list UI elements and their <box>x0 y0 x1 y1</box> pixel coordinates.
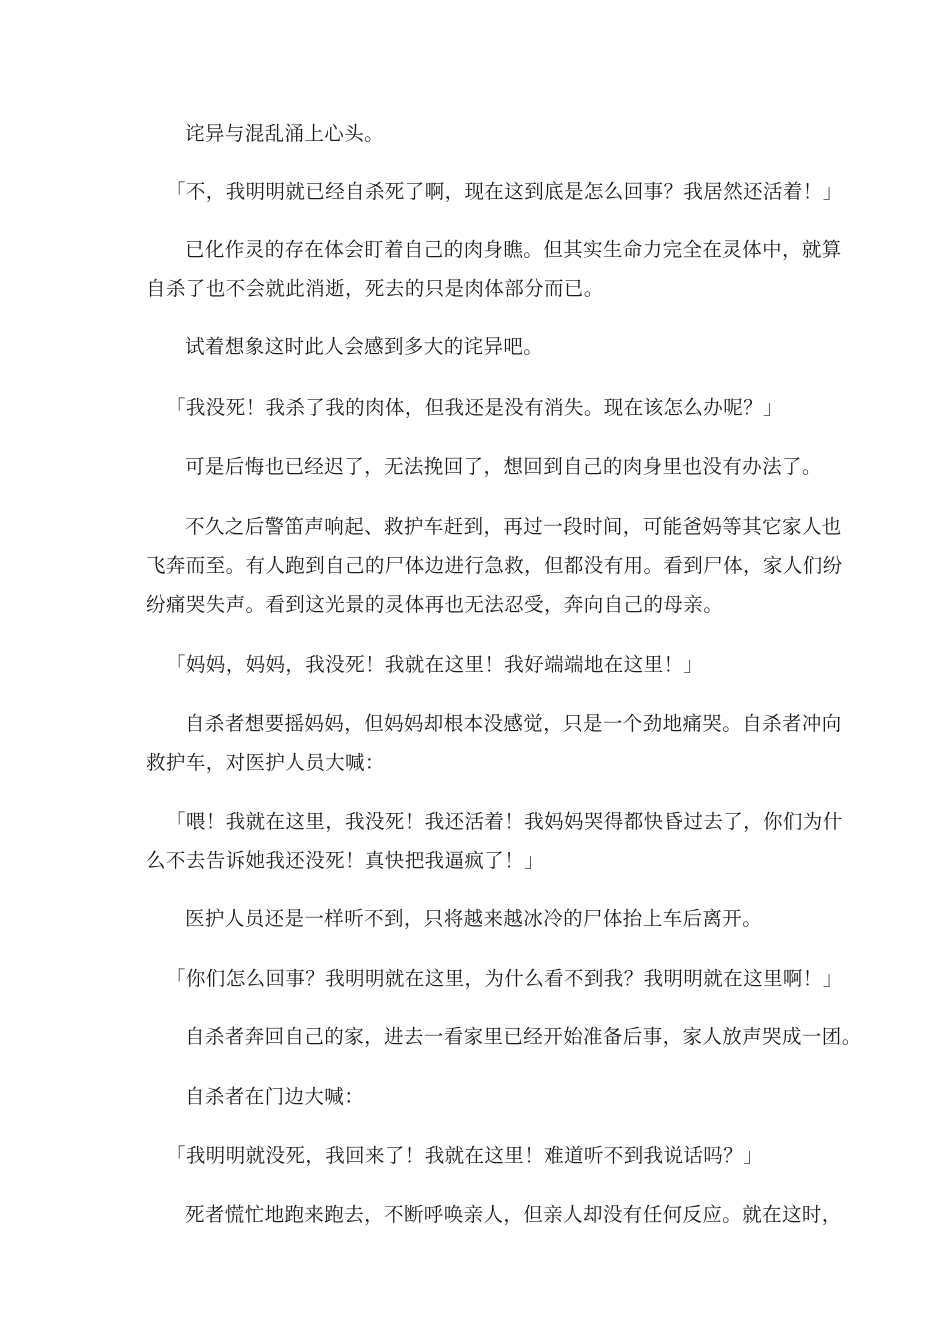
paragraph-6 <box>146 447 822 486</box>
text-line: 「我没死！我杀了我的肉体，但我还是没有消失。现在该怎么办呢？」 <box>166 396 783 419</box>
text-line: 不久之后警笛声响起、救护车赶到，再过一段时间，可能爸妈等其它家人也 <box>185 515 842 538</box>
text-line: 已化作灵的存在体会盯着自己的肉身瞧。但其实生命力完全在灵体中，就算 <box>185 238 842 261</box>
paragraph-14 <box>146 1077 808 1116</box>
text-line: 纷痛哭失声。看到这光景的灵体再也无法忍受，奔向自己的母亲。 <box>146 593 724 616</box>
text-line: 医护人员还是一样听不到，只将越来越冰冷的尸体抬上车后离开。 <box>185 907 763 930</box>
text-line: 试着想象这时此人会感到多大的诧异吧。 <box>185 335 544 358</box>
paragraph-4 <box>146 327 808 366</box>
paragraph-10 <box>146 802 843 880</box>
paragraph-7 <box>146 507 843 624</box>
text-line: 自杀者奔回自己的家，进去一看家里已经开始准备后事，家人放声哭成一团。 <box>185 1025 862 1048</box>
text-line: 自杀者在门边大喊： <box>185 1085 365 1108</box>
paragraph-12 <box>146 959 843 998</box>
paragraph-1 <box>146 114 808 153</box>
paragraph-16 <box>146 1195 842 1234</box>
text-line: 救护车，对医护人员大喊： <box>146 751 385 774</box>
text-line: 「你们怎么回事？我明明就在这里，为什么看不到我？我明明就在这里啊！」 <box>166 967 843 990</box>
text-line: 「妈妈，妈妈，我没死！我就在这里！我好端端地在这里！」 <box>166 653 704 676</box>
paragraph-8 <box>146 645 808 684</box>
paragraph-11 <box>146 899 808 938</box>
text-line: 诧异与混乱涌上心头。 <box>185 122 385 145</box>
text-line: 死者慌忙地跑来跑去，不断呼唤亲人，但亲人却没有任何反应。就在这时， <box>185 1203 842 1226</box>
text-line: 可是后悔也已经迟了，无法挽回了，想回到自己的肉身里也没有办法了。 <box>185 455 822 478</box>
text-line: 自杀了也不会就此消逝，死去的只是肉体部分而已。 <box>146 277 604 300</box>
paragraph-3 <box>146 230 842 308</box>
text-line: 「喂！我就在这里，我没死！我还活着！我妈妈哭得都快昏过去了，你们为什 <box>166 810 843 833</box>
text-line: 么不去告诉她我还没死！真快把我逼疯了！」 <box>146 849 545 872</box>
text-line: 「不，我明明就已经自杀死了啊，现在这到底是怎么回事？我居然还活着！」 <box>166 180 843 203</box>
paragraph-13 <box>146 1017 862 1056</box>
paragraph-9 <box>146 704 842 782</box>
paragraph-15 <box>146 1136 808 1175</box>
text-line: 飞奔而至。有人跑到自己的尸体边进行急救，但都没有用。看到尸体，家人们纷 <box>146 554 843 577</box>
paragraph-2 <box>146 172 843 211</box>
paragraph-5 <box>146 388 808 427</box>
text-line: 「我明明就没死，我回来了！我就在这里！难道听不到我说话吗？」 <box>166 1144 764 1167</box>
text-line: 自杀者想要摇妈妈，但妈妈却根本没感觉，只是一个劲地痛哭。自杀者冲向 <box>185 712 842 735</box>
